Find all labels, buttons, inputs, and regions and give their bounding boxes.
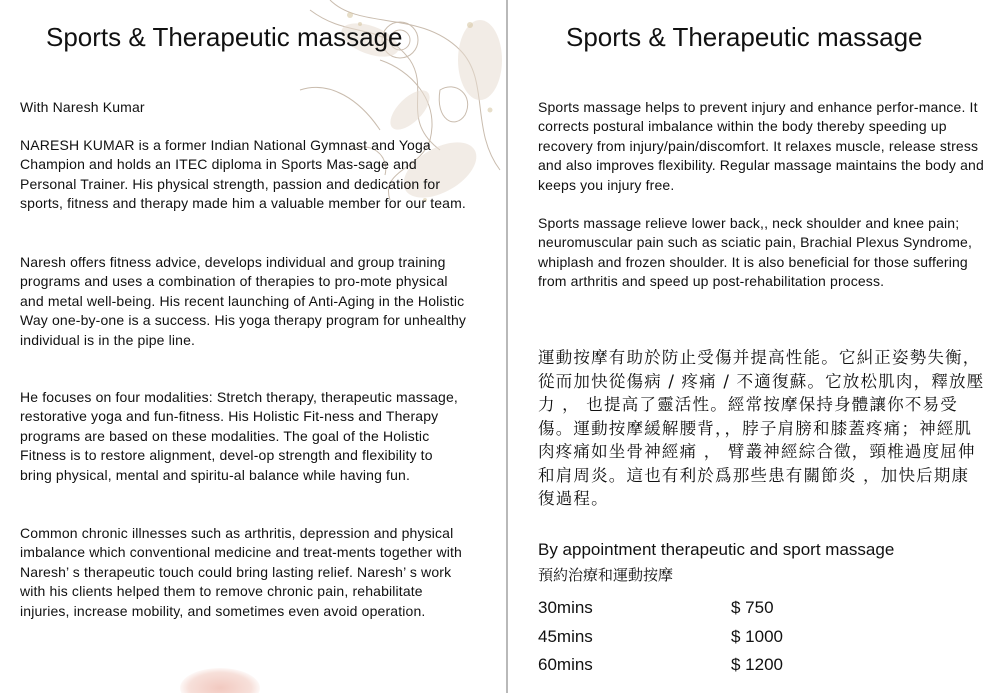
- pink-blob-decoration: [180, 668, 260, 693]
- price-row: [538, 623, 838, 652]
- price-duration: 60mins: [538, 655, 593, 675]
- bio-paragraph-1: NARESH KUMAR is a former Indian National Gymnast and Yoga Champion and holds an ITEC diploma in Sports Mas-sage and Personal Trainer. His physical strength, passion and dedication for sports, fitness and therapy made him a valuable member for our team.: [20, 137, 466, 212]
- bio-paragraph-2: Naresh offers fitness advice, develops individual and group training programs and uses a combination of therapies to pro-mote physical and metal well-being. His recent launching of Anti-Aging in the Holistic Way one-by-one is a success. His yoga therapy program for unhealthy individual is in the pipe line.: [20, 254, 467, 348]
- price-amount: $ 1200: [731, 655, 783, 675]
- chinese-paragraph: 運動按摩有助於防止受傷并提高性能。它糾正姿勢失衡，從而加快從傷病 / 疼痛 / 不適復蘇。它放松肌肉，釋放壓力 ， 也提高了靈活性。經常按摩保持身體讓你不易受傷。運動按摩緩解腰背，，脖子肩膀和膝蓋疼痛；神經肌肉疼痛如坐骨神經痛 ， 臂叢神經綜合徵，頸椎過度屈伸和肩周炎。這也有利於爲那些患有關節炎 ，加快后期康復過程。: [538, 348, 985, 508]
- price-row: [538, 651, 838, 680]
- price-amount: $ 1000: [731, 626, 783, 646]
- price-amount: $ 750: [731, 598, 774, 618]
- byline: With Naresh Kumar: [20, 99, 145, 115]
- bio-paragraph-3: He focuses on four modalities: Stretch therapy, therapeutic massage, restorative yoga and fun-fitness. His Holistic Fit-ness and Therapy programs are based on these modalities. The goal of the Holistic Fitness is to restore alignment, devel-op strength and flexibility to bring physical, mental and spiritu-al balance while having fun.: [20, 389, 458, 483]
- right-page: [508, 0, 1000, 693]
- massage-paragraph-2: Sports massage relieve lower back,, neck shoulder and knee pain; neuromuscular pain such as sciatic pain, Brachial Plexus Syndrome, whiplash and frozen shoulder. It is also beneficial for those suffering from arthritis and speed up post-rehabilitation process.: [538, 215, 972, 290]
- appointment-heading-chinese: 預約治療和運動按摩: [538, 566, 674, 584]
- price-list: [538, 594, 838, 680]
- page-title: Sports & Therapeutic massage: [566, 22, 923, 52]
- price-row: [538, 594, 838, 623]
- massage-paragraph-1: Sports massage helps to prevent injury and enhance perfor-mance. It corrects postural imbalance within the body thereby speeding up recovery from injury/pain/discomfort. It relaxes muscle, release stress and also improves flexibility. Regular massage maintains the body and keeps you injury free.: [538, 99, 984, 193]
- appointment-block: [538, 540, 978, 585]
- page-title: Sports & Therapeutic massage: [46, 22, 403, 52]
- price-duration: 30mins: [538, 598, 593, 618]
- appointment-heading: By appointment therapeutic and sport massage: [538, 540, 895, 559]
- price-duration: 45mins: [538, 626, 593, 646]
- bio-paragraph-4: Common chronic illnesses such as arthritis, depression and physical imbalance which conventional medicine and treat-ments together with Naresh’ s therapeutic touch could bring lasting relief. Naresh’ s work with his clients helped them to remove chronic pain, rehabilitate injuries, increase mobility, and sometimes even avoid operation.: [20, 525, 462, 619]
